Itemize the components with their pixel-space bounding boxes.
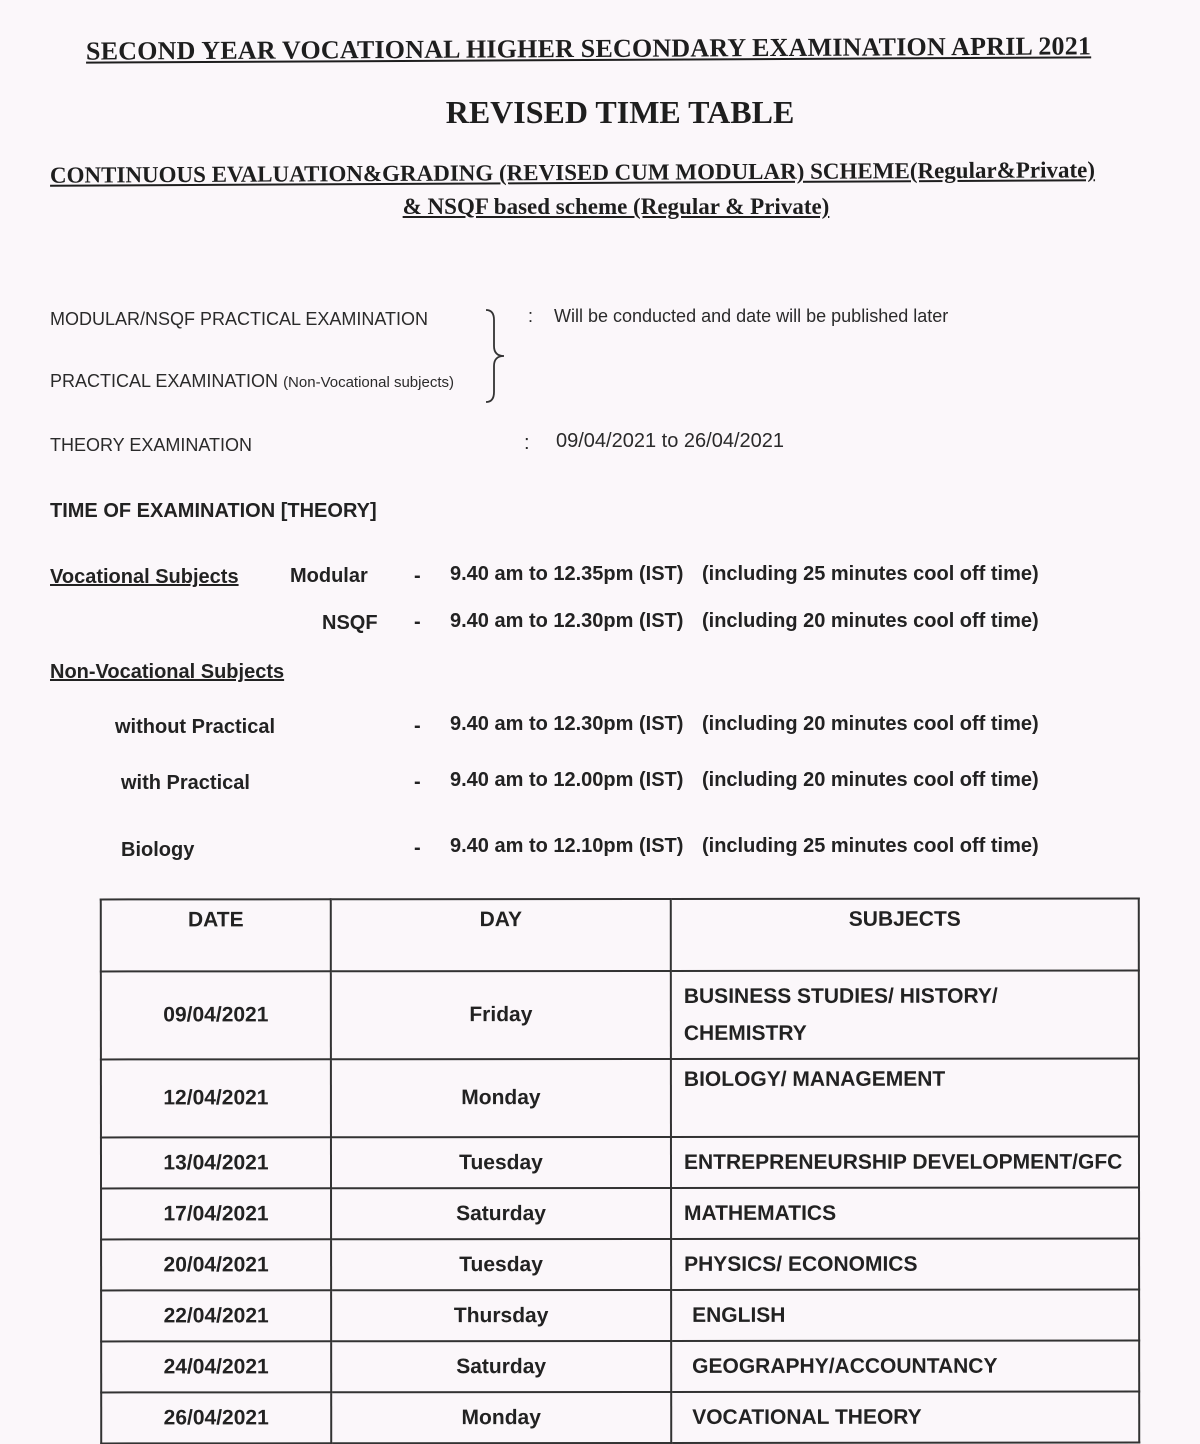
scheme-line-1: CONTINUOUS EVALUATION&GRADING (REVISED CUM MODULAR) SCHEME(Regular&Private) <box>49 157 1096 188</box>
table-row <box>101 1341 1139 1393</box>
practical-label <box>50 371 454 392</box>
row-day: Friday <box>331 971 671 1059</box>
timing-heading: TIME OF EXAMINATION [THEORY] <box>50 500 377 522</box>
header-subjects: SUBJECTS <box>671 899 1139 971</box>
row-subject <box>671 971 1139 1059</box>
vocational-subjects-label: Vocational Subjects <box>50 566 239 588</box>
row-subject: ENGLISH <box>671 1290 1139 1341</box>
timing-dash: - <box>414 565 421 587</box>
timing-time-modular: 9.40 am to 12.35pm (IST) <box>450 563 684 585</box>
timing-note-modular: (including 25 minutes cool off time) <box>702 563 1039 585</box>
timing-time-nsqf: 9.40 am to 12.30pm (IST) <box>450 610 684 632</box>
table-row <box>101 1392 1139 1444</box>
timing-time-biology: 9.40 am to 12.10pm (IST) <box>450 835 684 857</box>
timing-label-nsqf: NSQF <box>322 612 378 634</box>
row-day: Tuesday <box>331 1239 671 1290</box>
row-date: 20/04/2021 <box>101 1239 331 1290</box>
theory-label: THEORY EXAMINATION <box>50 435 253 455</box>
timing-dash: - <box>414 715 421 737</box>
scheme-line-2: & NSQF based scheme (Regular & Private) <box>402 194 830 219</box>
row-subject: VOCATIONAL THEORY <box>671 1392 1139 1443</box>
table-row <box>101 1188 1139 1240</box>
table-row <box>101 1059 1139 1138</box>
exam-title: SECOND YEAR VOCATIONAL HIGHER SECONDARY EXAMINATION APRIL 2021 <box>85 31 1092 66</box>
row-day: Thursday <box>331 1290 671 1341</box>
row-day: Monday <box>331 1059 671 1137</box>
table-row <box>101 1137 1139 1189</box>
right-brace-icon <box>482 308 508 404</box>
row-day: Saturday <box>331 1188 671 1239</box>
non-vocational-subjects-label: Non-Vocational Subjects <box>50 661 285 683</box>
timing-time-without-practical: 9.40 am to 12.30pm (IST) <box>450 713 684 735</box>
timing-label-biology: Biology <box>121 839 195 861</box>
row-date: 12/04/2021 <box>101 1059 331 1137</box>
doc-title: REVISED TIME TABLE <box>445 94 795 130</box>
row-date: 22/04/2021 <box>101 1290 331 1341</box>
row-subject-line: CHEMISTRY <box>683 1021 807 1045</box>
header-day: DAY <box>331 899 671 971</box>
table-row <box>101 971 1139 1060</box>
row-day: Saturday <box>331 1341 671 1392</box>
timing-label-modular: Modular <box>290 565 368 587</box>
table-row <box>101 1239 1139 1291</box>
timing-note-biology: (including 25 minutes cool off time) <box>702 835 1039 857</box>
row-subject-line: BUSINESS STUDIES/ HISTORY/ <box>683 984 998 1008</box>
row-subject: PHYSICS/ ECONOMICS <box>671 1239 1139 1290</box>
practical-value: Will be conducted and date will be published later <box>554 306 949 326</box>
table-row <box>101 1290 1139 1342</box>
timing-label-without-practical: without Practical <box>115 716 276 738</box>
header-date: DATE <box>101 899 331 971</box>
row-day: Monday <box>331 1392 671 1443</box>
row-subject: MATHEMATICS <box>671 1188 1139 1239</box>
row-date: 26/04/2021 <box>101 1392 331 1443</box>
timing-note-without-practical: (including 20 minutes cool off time) <box>702 713 1039 735</box>
theory-colon: : <box>524 432 530 454</box>
practical-colon: : <box>528 306 534 326</box>
timing-dash: - <box>414 611 421 633</box>
row-date: 24/04/2021 <box>101 1341 331 1392</box>
theory-value: 09/04/2021 to 26/04/2021 <box>556 430 784 452</box>
timing-time-with-practical: 9.40 am to 12.00pm (IST) <box>450 769 684 791</box>
row-subject: BIOLOGY/ MANAGEMENT <box>671 1059 1139 1137</box>
row-date: 09/04/2021 <box>101 971 331 1059</box>
table-header-row <box>101 899 1139 972</box>
row-day: Tuesday <box>331 1137 671 1188</box>
row-date: 17/04/2021 <box>101 1188 331 1239</box>
timing-dash: - <box>414 837 421 859</box>
practical-label-text: PRACTICAL EXAMINATION <box>50 371 279 391</box>
timing-note-nsqf: (including 20 minutes cool off time) <box>702 610 1039 632</box>
row-subject: ENTREPRENEURSHIP DEVELOPMENT/GFC <box>671 1137 1139 1188</box>
timing-note-with-practical: (including 20 minutes cool off time) <box>702 769 1039 791</box>
timetable <box>100 898 1140 1444</box>
modular-practical-label: MODULAR/NSQF PRACTICAL EXAMINATION <box>50 309 429 329</box>
timing-dash: - <box>414 771 421 793</box>
practical-note: (Non-Vocational subjects) <box>283 374 454 391</box>
row-date: 13/04/2021 <box>101 1137 331 1188</box>
timing-label-with-practical: with Practical <box>121 772 250 794</box>
row-subject: GEOGRAPHY/ACCOUNTANCY <box>671 1341 1139 1392</box>
